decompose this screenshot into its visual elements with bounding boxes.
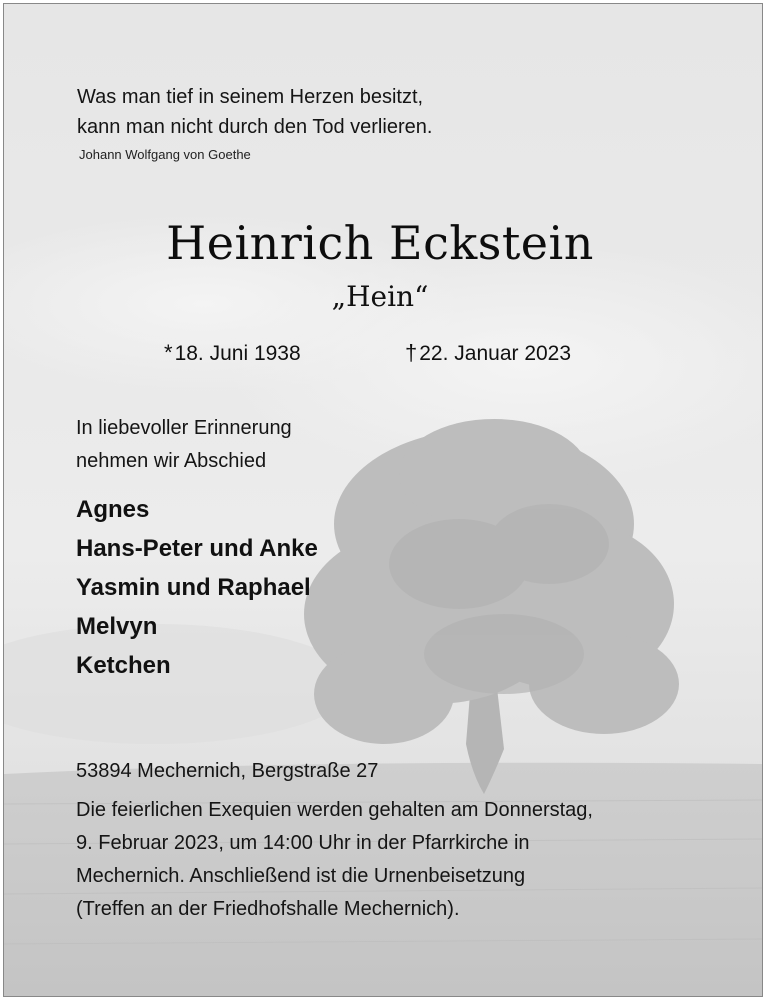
- mourner: Melvyn: [76, 613, 158, 640]
- service-line: Mechernich. Anschließend ist die Urnenbeisetzung: [76, 865, 526, 887]
- quote: [77, 82, 432, 142]
- mourner: Ketchen: [76, 652, 171, 679]
- death-date: 22. Januar 2023: [419, 342, 572, 365]
- address: 53894 Mechernich, Bergstraße 27: [76, 760, 379, 782]
- death-cross-icon: †: [405, 340, 418, 365]
- mourner: Agnes: [76, 496, 150, 523]
- birth-star-icon: *: [164, 340, 173, 365]
- death-date-line: [405, 340, 571, 366]
- mourners-list: [76, 490, 318, 685]
- quote-author: Johann Wolfgang von Goethe: [79, 147, 251, 162]
- service-line: 9. Februar 2023, um 14:00 Uhr in der Pfarrkirche in: [76, 832, 530, 854]
- intro-line: In liebevoller Erinnerung: [76, 417, 292, 439]
- service-details: [76, 794, 736, 926]
- birth-date: 18. Juni 1938: [174, 342, 301, 365]
- service-line: Die feierlichen Exequien werden gehalten am Donnerstag,: [76, 799, 593, 821]
- deceased-name: Heinrich Eckstein: [166, 216, 594, 270]
- mourner: Hans-Peter und Anke: [76, 535, 318, 562]
- birth-date-line: [164, 340, 301, 366]
- obituary-card: [3, 3, 763, 997]
- farewell-intro: [76, 412, 292, 478]
- intro-line: nehmen wir Abschied: [76, 450, 267, 472]
- quote-line: kann man nicht durch den Tod verlieren.: [77, 116, 433, 138]
- quote-line: Was man tief in seinem Herzen besitzt,: [77, 86, 424, 108]
- service-line: (Treffen an der Friedhofshalle Mechernich).: [76, 898, 460, 920]
- deceased-nickname: „Hein“: [331, 280, 429, 313]
- mourner: Yasmin und Raphael: [76, 574, 311, 601]
